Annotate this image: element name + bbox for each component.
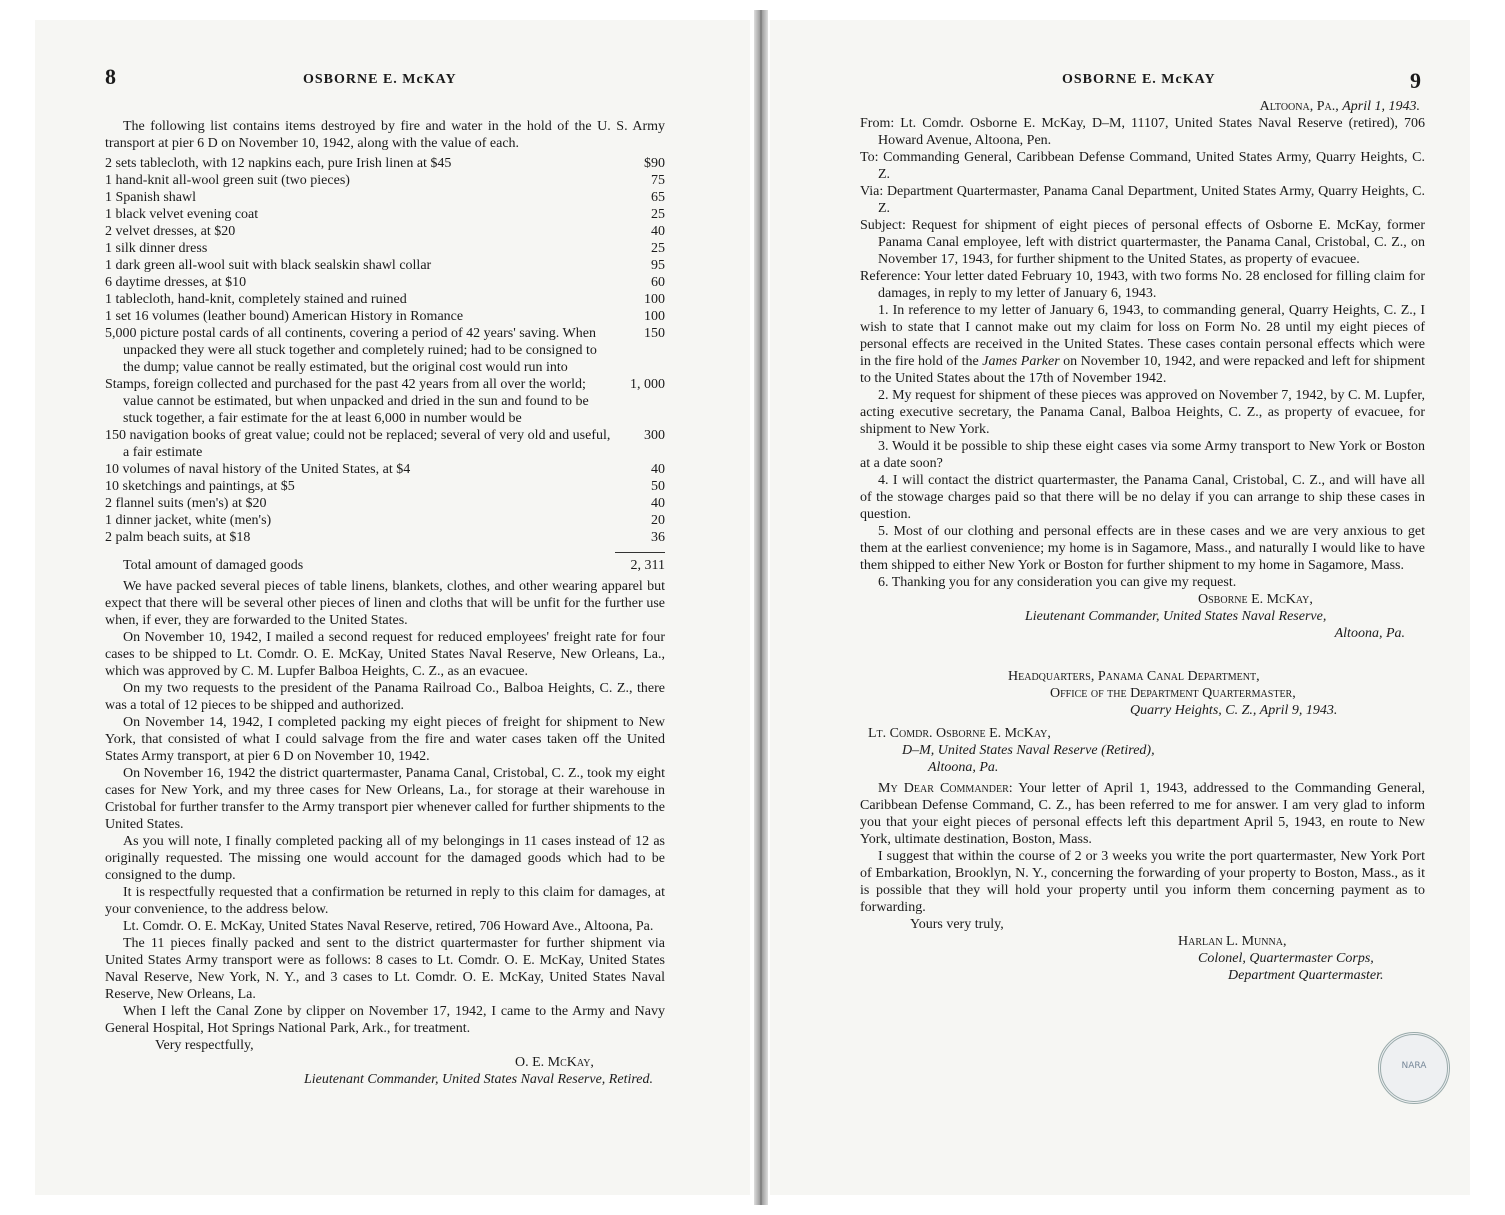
letter1-reference: Reference: Your letter dated February 10, 1943, with two forms No. 28 enclosed for filling claim for damages, in reply to my letter of January 6, 1943.: [860, 269, 1425, 301]
letter2-closing: Yours very truly,: [910, 917, 1004, 932]
item-description: 10 sketchings and paintings, at $5: [105, 479, 295, 494]
letter1-signer: Osborne E. McKay,: [1198, 592, 1313, 607]
total-row: [105, 557, 665, 574]
item-row: [105, 461, 665, 478]
letter2-hq-line-3: Quarry Heights, C. Z., April 9, 1943.: [1130, 703, 1338, 718]
letter1-signer-title: Lieutenant Commander, United States Naval Reserve,: [1025, 609, 1327, 624]
letter1-para-4: 4. I will contact the district quartermaster, the Panama Canal, Cristobal, C. Z., and will have all of the stowage charges paid so that there will be no delay if you can arrange to ship these cases in question.: [860, 473, 1425, 522]
salutation: My Dear Commander:: [878, 781, 1013, 796]
item-row: [105, 155, 665, 172]
left-column: [105, 118, 665, 1088]
item-value: 60: [651, 275, 665, 290]
letter1-signer-place: Altoona, Pa.: [1334, 626, 1405, 641]
item-description: 1 black velvet evening coat: [105, 207, 259, 222]
item-row: [105, 512, 665, 529]
item-row: [105, 257, 665, 274]
signer-title: Lieutenant Commander, United States Naval Reserve, Retired.: [303, 1072, 653, 1087]
running-header-left: OSBORNE E. McKAY: [303, 72, 457, 87]
item-description: 2 palm beach suits, at $18: [105, 530, 251, 545]
item-value: 36: [651, 530, 665, 545]
running-header-right: OSBORNE E. McKAY: [1062, 72, 1216, 87]
paragraph: On November 10, 1942, I mailed a second request for reduced employees' freight rate for four cases to be shipped to Lt. Comdr. O. E. McKay, United States Naval Reserve, New Orleans, La., which was approved by C. M. Lupfer Balboa Heights, C. Z., as an evacuee.: [105, 630, 665, 679]
item-description: 2 flannel suits (men's) at $20: [105, 496, 267, 511]
page-number-left: 8: [105, 64, 116, 89]
item-row: [105, 427, 665, 461]
page-number-right: 9: [1410, 68, 1421, 93]
letter1-para-6: 6. Thanking you for any consideration you can give my request.: [878, 575, 1237, 590]
item-row: [105, 325, 665, 376]
item-row: [105, 291, 665, 308]
item-value: 25: [651, 241, 665, 256]
item-value: 50: [651, 479, 665, 494]
item-row: [105, 529, 665, 546]
paragraph: As you will note, I finally completed packing all of my belongings in 11 cases instead of 12 as originally requested. The missing one would account for the damaged goods which had to be consigned to the dump.: [105, 834, 665, 883]
paragraph: Lt. Comdr. O. E. McKay, United States Naval Reserve, retired, 706 Howard Ave., Altoona, Pa.: [123, 919, 654, 934]
item-row: [105, 223, 665, 240]
item-row: [105, 274, 665, 291]
item-description: 10 volumes of naval history of the United States, at $4: [105, 462, 411, 477]
letter1-date: April 1, 1943.: [1342, 99, 1420, 114]
letter1-to: To: Commanding General, Caribbean Defense Command, United States Army, Quarry Heights, C. Z.: [860, 150, 1425, 182]
item-value: 20: [651, 513, 665, 528]
letter2-hq-line-2: Office of the Department Quartermaster,: [1050, 686, 1296, 701]
ship-name: James Parker: [982, 354, 1060, 369]
item-description: 2 velvet dresses, at $20: [105, 224, 236, 239]
item-row: [105, 308, 665, 325]
item-value: 25: [651, 207, 665, 222]
total-rule: [615, 552, 665, 553]
item-value: 300: [644, 428, 665, 443]
letter1-via: Via: Department Quartermaster, Panama Canal Department, United States Army, Quarry Heights, C. Z.: [860, 184, 1425, 216]
paragraph: We have packed several pieces of table linens, blankets, clothes, and other wearing apparel but expect that there will be several other pieces of linen and cloths that will be unfit for the further use when, if ever, they are forwarded to the United States.: [105, 579, 665, 628]
item-description: 1 silk dinner dress: [105, 241, 208, 256]
item-value: 40: [651, 224, 665, 239]
item-value: 40: [651, 496, 665, 511]
letter2-address-line-1: D–M, United States Naval Reserve (Retired),: [902, 743, 1155, 758]
items-intro: The following list contains items destroyed by fire and water in the hold of the U. S. Army transport at pier 6 D on November 10, 1942, along with the value of each.: [105, 119, 665, 151]
item-description: 150 navigation books of great value; could not be replaced; several of very old and useful, a fair estimate: [105, 428, 611, 460]
letter2-addressee: Lt. Comdr. Osborne E. McKay,: [868, 726, 1051, 741]
letter1-subject: Subject: Request for shipment of eight pieces of personal effects of Osborne E. McKay, former Panama Canal employee, left with district quartermaster, the Panama Canal, Cristobal, C. Z., on November 17, 1943, for further shipment to the United States, as property of evacuee.: [860, 218, 1425, 267]
total-label: Total amount of damaged goods: [123, 558, 304, 573]
item-value: 95: [651, 258, 665, 273]
right-column: [860, 98, 1425, 984]
letter2-signer-title-1: Colonel, Quartermaster Corps,: [1198, 951, 1374, 966]
letter2-signer-title-2: Department Quartermaster.: [1228, 968, 1384, 983]
item-description: 1 dinner jacket, white (men's): [105, 513, 272, 528]
item-value: 40: [651, 462, 665, 477]
para-1-text: 1. In reference to my letter of January 6, 1943, to commanding general, Quarry Heights, C. Z., I wish to state that I cannot make out my claim for loss on Form No. 28 until my eight pieces of personal effects are received in the United States. These cases contain personal effects which were in the fire hold of the: [860, 303, 1425, 369]
item-value: 100: [644, 309, 665, 324]
item-description: 5,000 picture postal cards of all continents, covering a period of 42 years' saving. When unpacked they were all stuck together and completely ruined; had to be consigned to the dump; value cannot be really estimated, but the original cost would run into: [105, 326, 597, 375]
book-gutter: [754, 10, 768, 1205]
letter2-body-2: I suggest that within the course of 2 or 3 weeks you write the port quartermaster, New York Port of Embarkation, Brooklyn, N. Y., concerning the forwarding of your property to Boston, Mass., as it is possible that they will hold your property until you inform them concerning payment as to forwarding.: [860, 849, 1425, 915]
item-description: 1 tablecloth, hand-knit, completely stained and ruined: [105, 292, 407, 307]
paragraph: On my two requests to the president of the Panama Railroad Co., Balboa Heights, C. Z., there was a total of 12 pieces to be shipped and authorized.: [105, 681, 665, 713]
letter1-para-3: 3. Would it be possible to ship these eight cases via some Army transport to New York or Boston at a date soon?: [860, 439, 1425, 471]
damaged-items-list: [105, 155, 665, 546]
closing: Very respectfully,: [155, 1038, 254, 1053]
archive-stamp: [1378, 1032, 1450, 1104]
letter2-hq-line-1: Headquarters, Panama Canal Department,: [1008, 669, 1260, 684]
item-row: [105, 189, 665, 206]
letter1-dateline: [860, 98, 1425, 115]
item-description: 1 hand-knit all-wool green suit (two pieces): [105, 173, 350, 188]
paragraph: On November 14, 1942, I completed packing my eight pieces of freight for shipment to New York, that consisted of what I could salvage from the fire and water cases taken off the United States Army transport, at pier 6 D on November 10, 1942.: [105, 715, 665, 764]
letter2-address-line-2: Altoona, Pa.: [928, 760, 999, 775]
para-1-text-end: on November 10, 1942, and were repacked and left for shipment to the United States about the 17th of November 1942.: [860, 354, 1425, 386]
paragraph: When I left the Canal Zone by clipper on November 17, 1942, I came to the Army and Navy General Hospital, Hot Springs National Park, Ark., for treatment.: [105, 1004, 665, 1036]
item-value: $90: [644, 156, 665, 171]
total-value: 2, 311: [630, 558, 665, 573]
item-value: 75: [651, 173, 665, 188]
item-description: 1 dark green all-wool suit with black sealskin shawl collar: [105, 258, 432, 273]
item-row: [105, 495, 665, 512]
paragraph: The 11 pieces finally packed and sent to the district quartermaster for further shipment via United States Army transport were as follows: 8 cases to Lt. Comdr. O. E. McKay, United States Naval Reserve, New York, N. Y., and 3 cases to Lt. Comdr. O. E. McKay, United States Naval Reserve, New Orleans, La.: [105, 936, 665, 1002]
item-description: 1 Spanish shawl: [105, 190, 196, 205]
item-value: 150: [644, 326, 665, 341]
item-value: 100: [644, 292, 665, 307]
item-description: 1 set 16 volumes (leather bound) American History in Romance: [105, 309, 464, 324]
item-description: Stamps, foreign collected and purchased for the past 42 years from all over the world; value cannot be estimated, but when unpacked and dried in the sun and found to be stuck together, a fair estimate for the at least 6,000 in number would be: [105, 377, 589, 426]
paragraph: It is respectfully requested that a confirmation be returned in reply to this claim for damages, at your convenience, to the address below.: [105, 885, 665, 917]
letter2-signer: Harlan L. Munna,: [1178, 934, 1287, 949]
letter1-from: From: Lt. Comdr. Osborne E. McKay, D–M, 11107, United States Naval Reserve (retired), 706 Howard Avenue, Altoona, Pen.: [860, 116, 1425, 148]
item-description: 2 sets tablecloth, with 12 napkins each, pure Irish linen at $45: [105, 156, 452, 171]
item-row: [105, 240, 665, 257]
item-value: 65: [651, 190, 665, 205]
item-row: [105, 172, 665, 189]
letter1-para-1: [860, 302, 1425, 387]
signer-name: O. E. McKay,: [515, 1055, 594, 1070]
letter1-place: Altoona, Pa.,: [1259, 99, 1339, 114]
letter1-para-5: 5. Most of our clothing and personal effects are in these cases and we are very anxious to get them at the earliest convenience; my home is in Sagamore, Mass., and naturally I would like to have them shipped to either New York or Boston for further shipment to my home in Sagamore, Mass.: [860, 524, 1425, 573]
item-row: [105, 478, 665, 495]
letter1-para-2: 2. My request for shipment of these pieces was approved on November 7, 1942, by C. M. Lupfer, acting executive secretary, the Panama Canal, Balboa Heights, C. Z., as property of evacuee, for shipment to New York.: [860, 388, 1425, 437]
item-row: [105, 376, 665, 427]
stamp-label: NARA: [1401, 1061, 1427, 1071]
item-row: [105, 206, 665, 223]
letter2-body-1: [860, 780, 1425, 848]
letter2-body-1-text: Your letter of April 1, 1943, addressed to the Commanding General, Caribbean Defense Command, C. Z., has been referred to me for answer. I am very glad to inform you that your eight pieces of personal effects left this department April 5, 1943, en route to New York, ultimate destination, Boston, Mass.: [860, 781, 1425, 847]
paragraph: On November 16, 1942 the district quartermaster, Panama Canal, Cristobal, C. Z., took my eight cases for New York, and my three cases for New Orleans, La., for storage at their warehouse in Cristobal for further transfer to the Army transport pier whenever called for further shipments to the United States.: [105, 766, 665, 832]
item-value: 1, 000: [630, 377, 665, 392]
item-description: 6 daytime dresses, at $10: [105, 275, 247, 290]
